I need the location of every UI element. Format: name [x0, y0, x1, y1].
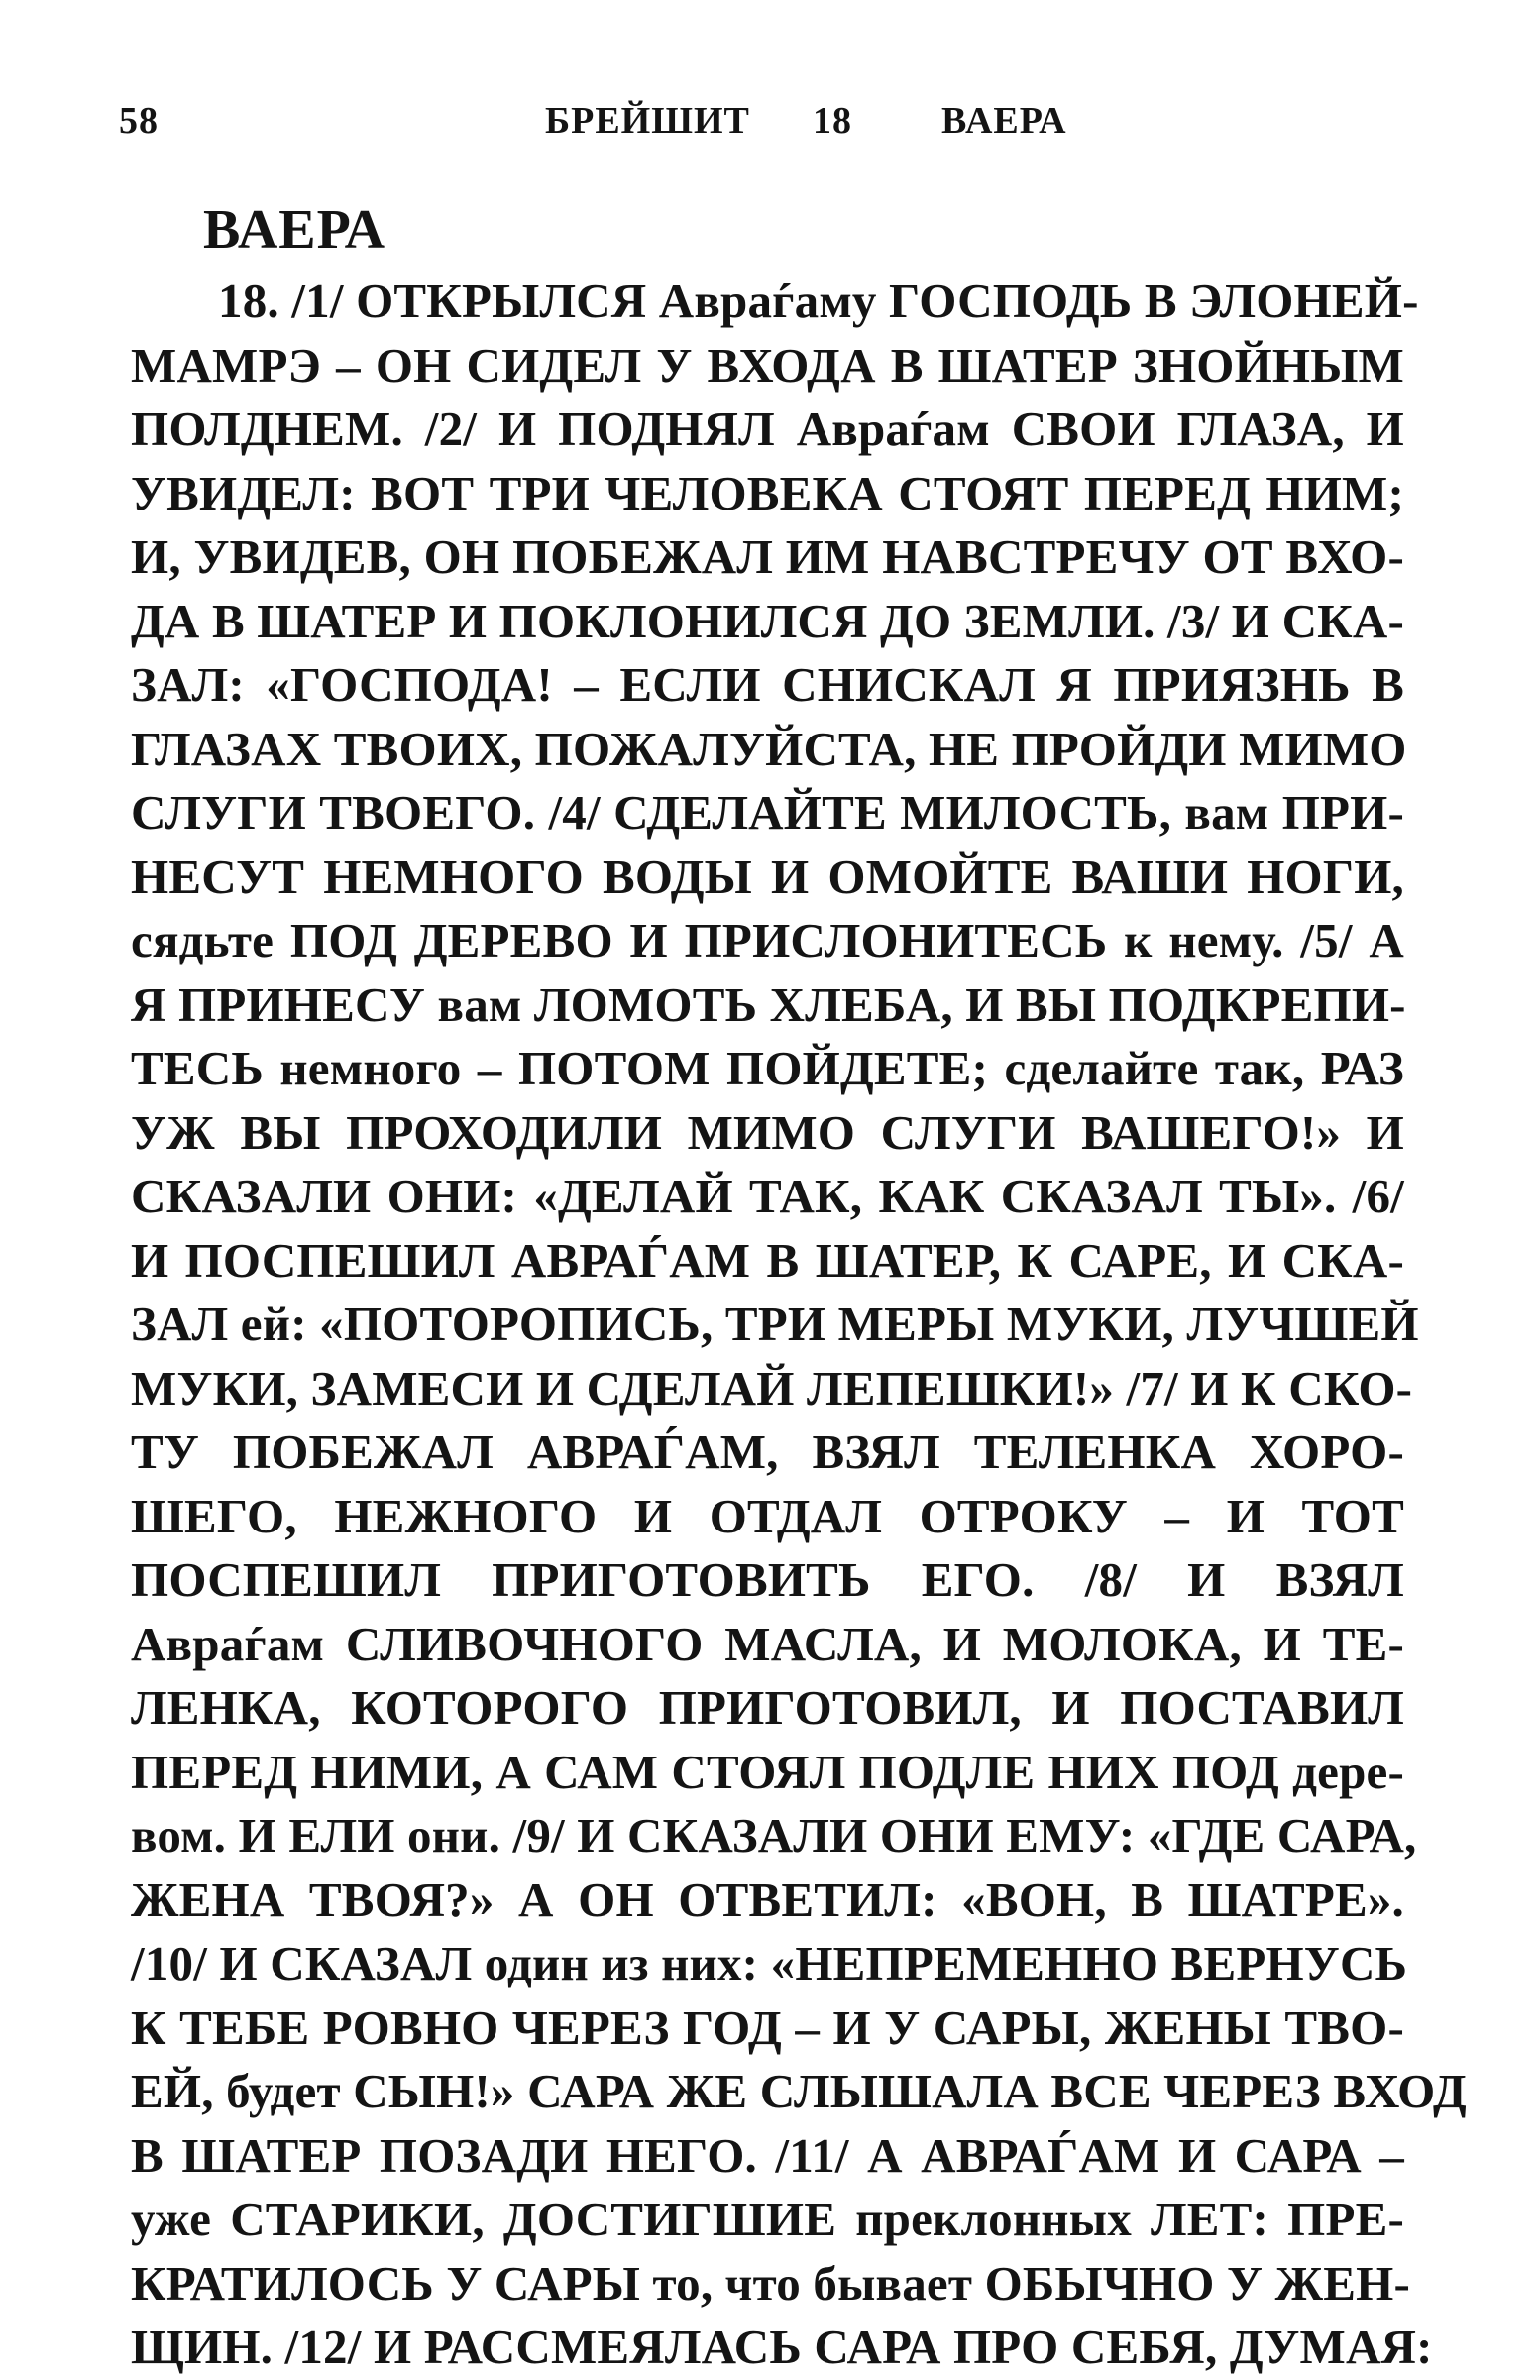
text-line: СКАЗАЛИ ОНИ: «ДЕЛАЙ ТАК, КАК СКАЗАЛ ТЫ». /6/: [131, 1169, 1404, 1223]
text-line: Я ПРИНЕСУ вам ЛОМОТЬ ХЛЕБА, И ВЫ ПОДКРЕПИ-: [131, 976, 1406, 1032]
chapter-number: 18: [813, 100, 852, 142]
text-line: вом. И ЕЛИ они. /9/ И СКАЗАЛИ ОНИ ЕМУ: «ГДЕ САРА,: [131, 1808, 1417, 1863]
text-line: УЖ ВЫ ПРОХОДИЛИ МИМО СЛУГИ ВАШЕГО!» И: [131, 1104, 1404, 1160]
text-line: МУКИ, ЗАМЕСИ И СДЕЛАЙ ЛЕПЕШКИ!» /7/ И К СКО-: [131, 1360, 1413, 1416]
text-line: В ШАТЕР ПОЗАДИ НЕГО. /11/ А АВРАЃАМ И САРА –: [131, 2127, 1404, 2183]
text-line: уже СТАРИКИ, ДОСТИГШИЕ преклонных ЛЕТ: ПРЕ-: [131, 2192, 1404, 2246]
text-line: ЗАЛ ей: «ПОТОРОПИСЬ, ТРИ МЕРЫ МУКИ, ЛУЧШЕЙ: [131, 1297, 1419, 1351]
text-line: ГЛАЗАХ ТВОИХ, ПОЖАЛУЙСТА, НЕ ПРОЙДИ МИМО: [131, 721, 1407, 776]
text-line: И, УВИДЕВ, ОН ПОБЕЖАЛ ИМ НАВСТРЕЧУ ОТ ВХО-: [131, 529, 1404, 584]
page-number: 58: [119, 100, 159, 142]
text-line: ДА В ШАТЕР И ПОКЛОНИЛСЯ ДО ЗЕМЛИ. /3/ И СКА-: [131, 593, 1404, 648]
book-title: БРЕЙШИТ: [545, 100, 750, 142]
text-line: МАМРЭ – ОН СИДЕЛ У ВХОДА В ШАТЕР ЗНОЙНЫМ: [131, 337, 1404, 393]
text-line: ЗАЛ: «ГОСПОДА! – ЕСЛИ СНИСКАЛ Я ПРИЯЗНЬ В: [131, 657, 1404, 712]
text-line: ТУ ПОБЕЖАЛ АВРАЃАМ, ВЗЯЛ ТЕЛЕНКА ХОРО-: [131, 1424, 1404, 1479]
text-line: ПЕРЕД НИМИ, А САМ СТОЯЛ ПОДЛЕ НИХ ПОД дере-: [131, 1744, 1404, 1799]
text-line: НЕСУТ НЕМНОГО ВОДЫ И ОМОЙТЕ ВАШИ НОГИ,: [131, 849, 1404, 904]
text-line: ШЕГО, НЕЖНОГО И ОТДАЛ ОТРОКУ – И ТОТ: [131, 1488, 1404, 1543]
text-line: СЛУГИ ТВОЕГО. /4/ СДЕЛАЙТЕ МИЛОСТЬ, вам ПРИ-: [131, 785, 1404, 840]
section-title: ВАЕРА: [203, 199, 386, 261]
text-line: ЛЕНКА, КОТОРОГО ПРИГОТОВИЛ, И ПОСТАВИЛ: [131, 1680, 1404, 1735]
text-line: 18. /1/ ОТКРЫЛСЯ Авраѓаму ГОСПОДЬ В ЭЛОНЕЙ-: [218, 274, 1419, 328]
text-line: К ТЕБЕ РОВНО ЧЕРЕЗ ГОД – И У САРЫ, ЖЕНЫ ТВО-: [131, 1999, 1404, 2055]
text-line: И ПОСПЕШИЛ АВРАЃАМ В ШАТЕР, К САРЕ, И СКА-: [131, 1232, 1404, 1288]
text-line: ТЕСЬ немного – ПОТОМ ПОЙДЕТЕ; сделайте так, РАЗ: [131, 1041, 1404, 1095]
text-line: /10/ И СКАЗАЛ один из них: «НЕПРЕМЕННО ВЕРНУСЬ: [131, 1936, 1408, 1990]
text-line: ЩИН. /12/ И РАССМЕЯЛАСЬ САРА ПРО СЕБЯ, ДУМАЯ:: [131, 2320, 1433, 2374]
body-text: [131, 270, 1467, 2380]
running-header: [119, 99, 1437, 159]
text-line: ПОЛДНЕМ. /2/ И ПОДНЯЛ Авраѓам СВОИ ГЛАЗА, И: [131, 401, 1404, 456]
text-line: сядьте ПОД ДЕРЕВО И ПРИСЛОНИТЕСЬ к нему. /5/ А: [131, 913, 1404, 967]
text-line: УВИДЕЛ: ВОТ ТРИ ЧЕЛОВЕКА СТОЯТ ПЕРЕД НИМ;: [131, 465, 1404, 520]
text-line: КРАТИЛОСЬ У САРЫ то, что бывает ОБЫЧНО У ЖЕН-: [131, 2255, 1411, 2311]
text-line: Авраѓам СЛИВОЧНОГО МАСЛА, И МОЛОКА, И ТЕ-: [131, 1616, 1404, 1671]
portion-name: ВАЕРА: [941, 100, 1067, 142]
text-line: ПОСПЕШИЛ ПРИГОТОВИТЬ ЕГО. /8/ И ВЗЯЛ: [131, 1552, 1404, 1607]
text-line: ЕЙ, будет СЫН!» САРА ЖЕ СЛЫШАЛА ВСЕ ЧЕРЕЗ ВХОД: [131, 2064, 1467, 2118]
text-line: ЖЕНА ТВОЯ?» А ОН ОТВЕТИЛ: «ВОН, В ШАТРЕ».: [131, 1871, 1404, 1927]
